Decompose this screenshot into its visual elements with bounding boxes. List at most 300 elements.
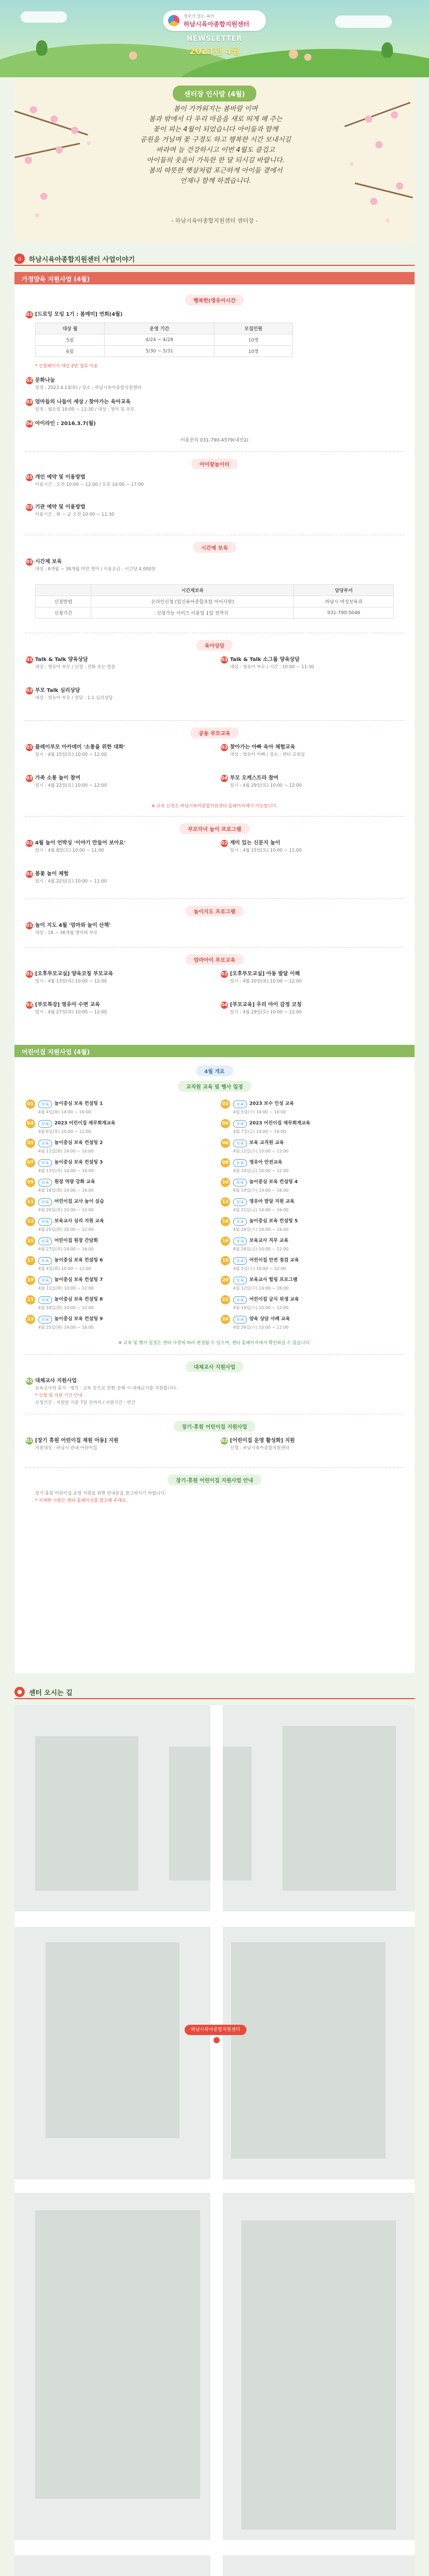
category-tag: 보육 <box>233 1120 247 1128</box>
playground-item <box>26 922 284 937</box>
category-tag: 보육 <box>233 1198 247 1206</box>
item-title: [드로잉 모임 1기 : 봄매미] 연회(4월) <box>35 312 123 317</box>
item-number: 03 <box>26 1119 35 1128</box>
item-number: 01 <box>26 1438 33 1444</box>
item-desc: 일시 : 4월 13일(목) 10:00 ~ 12:00 <box>35 979 107 984</box>
item-desc: 4월 18일(화) 10:00 ~ 12:00 <box>38 1306 94 1310</box>
category-tag: 보육 <box>38 1159 52 1167</box>
item-title: 놀이중심 보육 컨설팅 8 <box>54 1297 103 1302</box>
pill-label: 엄마아이 부모교육 <box>186 954 244 965</box>
item-desc: 4월 26일(수) 10:00 ~ 12:00 <box>233 1325 289 1330</box>
pill-label: 장기·휴원 어린이집 지원사업 안내 <box>168 1475 261 1485</box>
pill-longterm <box>14 1421 415 1432</box>
greeting-line: 꽃이 피는 4월이 되었습니다 아이들과 함께 <box>153 126 278 133</box>
item-desc: 4월 19일(수) 10:00 ~ 12:00 <box>233 1306 289 1310</box>
daycare-schedule-item <box>26 1178 211 1194</box>
table-header: 담당부서 <box>294 585 394 596</box>
item-number: 01 <box>26 657 33 663</box>
daycare-schedule-item <box>221 1217 406 1233</box>
item-title: [장기 휴원 어린이집 재원 아동] 지원 <box>35 1438 119 1444</box>
greeting-line: 언제나 함께 하겠습니다. <box>180 177 251 185</box>
item-title: Talk & Talk 양육상담 <box>35 657 88 663</box>
greeting-signature: - 하남시육아종합지원센터 센터장 - <box>171 217 258 224</box>
item-number: 15 <box>26 1236 35 1246</box>
category-tag: 보육 <box>38 1140 52 1147</box>
family-schedule-table <box>35 323 293 357</box>
pill-daycare-schedule <box>14 1081 415 1092</box>
daycare-schedule-item <box>221 1178 406 1194</box>
pill-experience <box>14 954 415 965</box>
item-title: 놀이 지도 4월 '엄마와 놀이 산책' <box>35 923 111 928</box>
pill-playground <box>14 906 415 917</box>
location-map[interactable] <box>14 1705 415 2576</box>
pill-label: 공동 부모교육 <box>190 727 238 738</box>
item-number: 03 <box>26 1003 33 1008</box>
blossom-decoration <box>375 141 383 148</box>
table-cell: 10명 <box>214 346 292 357</box>
item-number: 04 <box>221 776 228 781</box>
greeting-line: 봄과 밖에서 다 우리 마음을 새로 띄게 해 주는 <box>148 115 283 123</box>
experience-item <box>26 971 211 985</box>
category-tag: 보육 <box>38 1238 52 1245</box>
category-tag: 보육 <box>38 1316 52 1324</box>
family-note: * 신청페이지 대상 2번 접속 이용 <box>35 364 98 369</box>
item-desc: 4월 5일(수) 14:00 ~ 16:00 <box>233 1110 286 1114</box>
item-number: 02 <box>221 841 228 846</box>
substitute-item: 01 대체교사 지원사업 보육교사의 휴가 · 병가 · 교육 등으로 인한 공백 시 대체교사를 지원합니다. * 신청 및 지원 기간 안내 신청기간 : 지원일 기준 7일 전까지 / 지원기간 : 연간 <box>26 1378 177 1405</box>
item-number: 18 <box>221 1256 230 1265</box>
blossom-decoration <box>25 157 32 164</box>
item-number: 12 <box>221 1197 230 1207</box>
daycare-schedule-item <box>221 1119 406 1135</box>
item-title: 2023 어린이집 재무회계교육 <box>249 1121 310 1126</box>
timecare-item-1: 01 시간제 보육 대상 : 6개월 ~ 36개월 미만 영아 / 이용요금 : 시간당 4,000원 <box>26 559 156 572</box>
blossom-decoration <box>370 198 377 205</box>
category-tag: 보육 <box>38 1257 52 1265</box>
item-title: 시간제 보육 <box>35 559 62 565</box>
item-desc: 대상 : 영유아 아빠 / 장소 : 센터 교육실 <box>230 752 305 757</box>
item-number: 09 <box>26 1178 35 1187</box>
bud-decoration <box>87 141 91 145</box>
item-desc: 일시 : 4월 27일(목) 10:00 ~ 12:00 <box>35 1010 107 1015</box>
item-desc: 4월 25일(화) 14:00 ~ 16:00 <box>38 1325 94 1330</box>
item-number: 03 <box>26 872 33 877</box>
item-number: 20 <box>221 1276 230 1285</box>
item-number: 01 <box>26 923 33 928</box>
family-support-panel <box>14 272 415 1673</box>
section-heading-map <box>14 1685 415 1699</box>
item-desc: 4월 18일(화) 14:00 ~ 16:00 <box>38 1188 94 1193</box>
greeting-line: 공원을 거닐며 꽃 구경도 하고 행복한 시간 보내시길 <box>140 136 291 144</box>
table-row <box>36 607 394 619</box>
item-title: 보육교사 직무 교육 <box>249 1238 289 1244</box>
pill-community <box>14 727 415 738</box>
table-cell: 5월 <box>36 334 105 346</box>
daycare-schedule-item <box>26 1197 211 1213</box>
map-block <box>45 1942 179 2138</box>
item-number: 02 <box>221 1438 228 1444</box>
section-rule <box>14 1698 415 1699</box>
item-desc: * 자세한 사항은 센터 홈페이지를 참고해 주세요. <box>35 1498 128 1503</box>
divider <box>25 816 404 817</box>
center-location-marker[interactable]: 하남시육아종합지원센터 <box>185 2025 246 2035</box>
category-tag: 보육 <box>38 1198 52 1206</box>
item-number: 16 <box>221 1236 230 1246</box>
table-row <box>36 334 293 346</box>
community-item <box>221 744 406 758</box>
item-number: 02 <box>221 1099 230 1109</box>
item-desc: 일정 : 월요일 10:00 ~ 11:30 / 대상 : 영아 및 부모 <box>35 407 135 412</box>
map-block <box>231 1942 386 2159</box>
item-title: [부모교육] 우리 아이 감정 코칭 <box>230 1002 302 1008</box>
family-item-1: 01 [드로잉 모임 1기 : 봄매미] 연회(4월) <box>26 312 123 317</box>
daycare-banner-title: 어린이집 지원사업 (4월) <box>22 1048 90 1056</box>
item-desc: * 신청 및 지원 기간 안내 <box>35 1393 82 1398</box>
item-title: 가족 소통 놀이 참여 <box>35 775 80 781</box>
item-title: [오후부모교실] 양육코칭 부모교육 <box>35 971 113 977</box>
daycare-schedule-item <box>26 1158 211 1174</box>
pill-label: 부모자녀 놀이 프로그램 <box>179 823 250 834</box>
item-desc: 대상 : 영유아 부모 / 신청 : 전화 또는 방문 <box>35 665 116 670</box>
category-tag: 보육 <box>233 1140 247 1147</box>
greeting-line: 바라며 늘 건강하시고 이번 4월도 즐겁고 <box>156 146 275 154</box>
item-desc: 4월 13일(목) 14:00 ~ 16:00 <box>38 1168 94 1173</box>
item-desc: 일시 : 4월 15일(토) 10:00 ~ 11:00 <box>230 848 302 853</box>
item-desc: 4월 25일(화) 10:00 ~ 12:00 <box>38 1227 94 1232</box>
item-title: [부모특강] 영유아 수면 교육 <box>35 1002 100 1008</box>
category-tag: 보육 <box>38 1277 52 1284</box>
item-desc: 4월 5일(수) 10:00 ~ 12:00 <box>233 1266 286 1271</box>
table-cell: 4/24 ~ 4/28 <box>105 334 214 346</box>
item-title: 놀이중심 보육 컨설팅 4 <box>249 1179 298 1185</box>
pill-label: 대체교사 지원사업 <box>186 1361 244 1372</box>
item-desc: 일시 : 4월 22일(토) 10:00 ~ 11:00 <box>35 879 107 884</box>
table-cell: 신청기간 <box>36 607 91 619</box>
greeting-line: 봄의 따뜻한 햇살처럼 포근하게 아이들 곁에서 <box>148 167 283 175</box>
divider <box>25 720 404 721</box>
daycare-schedule-item <box>26 1119 211 1135</box>
item-number: 04 <box>221 1119 230 1128</box>
family-phone: 이용문의 031-790-4579(내선2) <box>180 438 249 443</box>
item-desc: 4월 20일(목) 10:00 ~ 12:00 <box>38 1208 94 1212</box>
divider <box>25 1467 404 1468</box>
family-banner <box>14 272 415 284</box>
category-tag: 보육 <box>38 1218 52 1226</box>
blossom-decoration <box>71 127 78 134</box>
pill-timecare <box>14 542 415 553</box>
experience-item <box>26 1002 211 1016</box>
pill-happy-time <box>14 295 415 306</box>
item-desc: 대상 : 영유아 부모 / 상담 : 1:1 심리상담 <box>35 696 113 701</box>
item-number: 01 <box>26 841 33 846</box>
item-desc: 4월 7일(금) 14:00 ~ 16:00 <box>233 1129 286 1134</box>
experience-item <box>221 971 406 985</box>
item-title: 놀이중심 보육 컨설팅 2 <box>54 1140 103 1146</box>
daycare-schedule-item <box>26 1295 211 1311</box>
item-title: 문화나눔 <box>35 378 55 383</box>
category-tag: 보육 <box>38 1179 52 1187</box>
table-cell: 신청방법 <box>36 596 91 607</box>
item-desc: 일시 : 4월 22일(토) 10:00 ~ 12:00 <box>35 783 107 788</box>
section-title: 센터 오시는 길 <box>29 1689 73 1697</box>
house-icon: ⌂ <box>14 253 25 264</box>
pill-label: 행복한(영유아시간 <box>185 295 244 306</box>
table-row <box>36 596 394 607</box>
item-number: 03 <box>26 688 33 693</box>
pill-label: 육아상담 <box>196 640 233 651</box>
item-desc: 이용시간 : 화 ~ 금 오전 10:00 ~ 11:30 <box>35 512 114 517</box>
item-title: 보육 교직원 교육 <box>249 1140 284 1146</box>
greeting-line: 봄이 가까워지는 봄바람 이며 <box>173 105 258 113</box>
item-desc: 4월 4일(화) 10:00 ~ 12:00 <box>38 1266 91 1271</box>
map-block <box>241 2221 396 2530</box>
center-sub: 정보가 있는 육아 <box>184 14 214 19</box>
item-number: 02 <box>221 972 228 977</box>
community-note: ※ 교육 신청은 하남시육아종합지원센터 홈페이지에서 가능합니다. <box>151 804 278 809</box>
branch-decoration <box>14 143 80 158</box>
daycare-schedule-item <box>221 1295 406 1311</box>
item-desc: 4월 19일(수) 14:00 ~ 16:00 <box>233 1188 289 1193</box>
cloud-decoration <box>335 15 392 28</box>
table-header: 운영 기간 <box>105 323 214 334</box>
daycare-schedule-item <box>221 1256 406 1272</box>
blossom-decoration <box>396 182 403 190</box>
pill-program <box>14 823 415 834</box>
blossom-decoration <box>51 115 58 123</box>
category-tag: 보육 <box>38 1120 52 1128</box>
item-title: 보육교사 힐링 프로그램 <box>249 1277 298 1283</box>
item-desc: 4월 11일(화) 14:00 ~ 16:00 <box>38 1149 94 1154</box>
category-tag: 보육 <box>233 1296 247 1304</box>
item-number: 02 <box>221 657 228 663</box>
item-title: 부모 오케스트라 참여 <box>230 775 278 781</box>
category-tag: 보육 <box>233 1277 247 1284</box>
pill-label: 아이랑놀이터 <box>191 459 238 469</box>
category-tag: 보육 <box>233 1238 247 1245</box>
daycare-schedule-item <box>26 1099 211 1115</box>
item-title: 어린이집 교사 놀이 실습 <box>54 1199 104 1205</box>
item-title: Talk & Talk 소그룹 양육상담 <box>230 657 300 663</box>
item-desc: 신청기간 : 지원일 기준 7일 전까지 / 지원기간 : 연간 <box>35 1400 136 1405</box>
pill-label: 4월 개요 <box>196 1065 233 1076</box>
item-number: 05 <box>26 1139 35 1148</box>
map-block <box>35 1736 138 1891</box>
parenting-item <box>26 656 211 671</box>
item-desc: 일시 : 4월 29일(토) 10:00 ~ 12:00 <box>230 783 302 788</box>
item-number: 01 <box>26 972 33 977</box>
table-cell: 하남시 여성보육과 <box>294 596 394 607</box>
longterm-info <box>35 1490 396 1504</box>
item-title: 부모 Talk 심리상담 <box>35 688 80 693</box>
daycare-schedule-item <box>26 1315 211 1331</box>
item-title: 영유아 안전교육 <box>249 1160 283 1165</box>
daycare-schedule-item <box>26 1217 211 1233</box>
item-title: 2023 어린이집 재무회계교육 <box>54 1121 116 1126</box>
category-tag: 보육 <box>233 1257 247 1265</box>
family-banner-title: 가정양육 지원사업 (4월) <box>22 276 90 283</box>
item-title: 기관 예약 및 이용방법 <box>35 504 86 510</box>
item-number: 04 <box>221 1003 228 1008</box>
item-title: 보육교사 심리 지원 교육 <box>54 1218 104 1224</box>
pill-library <box>14 459 415 469</box>
library-item-2: 02 기관 예약 및 이용방법 이용시간 : 화 ~ 금 오전 10:00 ~ 11:30 <box>26 504 114 517</box>
item-desc: 4월 26일(수) 14:00 ~ 16:00 <box>233 1227 289 1232</box>
category-tag: 보육 <box>233 1218 247 1226</box>
item-desc: 이용시간 : 오전 10:00 ~ 12:00 / 오후 14:00 ~ 17:00 <box>35 482 144 487</box>
item-desc: 일시 : 4월 29일(토) 10:00 ~ 12:00 <box>230 1010 302 1015</box>
item-desc: 일시 : 4월 20일(목) 10:00 ~ 12:00 <box>230 979 302 984</box>
item-desc: 대상 : 6개월 ~ 36개월 미만 영아 / 이용요금 : 시간당 4,000원 <box>35 567 156 572</box>
table-header: 대상 월 <box>36 323 105 334</box>
daycare-schedule-item <box>26 1236 211 1252</box>
map-pin-icon <box>212 2036 221 2044</box>
program-item <box>26 840 211 854</box>
table-cell: 5/30 ~ 5/31 <box>105 346 214 357</box>
branch-decoration <box>355 182 413 198</box>
item-title: 놀이중심 보육 컨설팅 7 <box>54 1277 103 1283</box>
daycare-schedule-item <box>26 1276 211 1292</box>
family-item-3: 03 엄마들의 나들이 세상 / 찾아가는 육아교육 일정 : 월요일 10:00 ~ 11:30 / 대상 : 영아 및 부모 <box>26 399 135 412</box>
item-number: 06 <box>221 1139 230 1148</box>
item-number: 23 <box>26 1315 35 1324</box>
item-title: 찾아가는 아빠 육아 체험교육 <box>230 744 295 750</box>
item-desc: 신청 : 하남시육아종합지원센터 <box>230 1446 290 1451</box>
table-cell: 6월 <box>36 346 105 357</box>
category-tag: 보육 <box>38 1296 52 1304</box>
parenting-item <box>221 656 406 671</box>
daycare-schedule-item <box>221 1099 406 1115</box>
center-logo-icon <box>168 15 179 26</box>
item-title: 플레이부모 아카데미 '소통을 위한 대화' <box>35 744 125 750</box>
item-desc: 지원대상 : 하남시 관내 어린이집 <box>35 1446 97 1451</box>
item-desc: 4월 28일(금) 10:00 ~ 12:00 <box>233 1247 289 1251</box>
map-road <box>210 1705 223 2576</box>
item-desc: 일시 : 4월 15일(토) 10:00 ~ 12:00 <box>35 752 107 757</box>
item-title: [오후부모교실] 아동 발달 이해 <box>230 971 300 977</box>
table-header: 모집인원 <box>214 323 292 334</box>
item-desc: 4월 11일(화) 10:00 ~ 12:00 <box>38 1286 94 1291</box>
item-title: 엄마들의 나들이 세상 / 찾아가는 육아교육 <box>35 399 131 405</box>
item-title: 원장 역량 강화 교육 <box>54 1179 95 1185</box>
item-desc: 4월 27일(목) 14:00 ~ 16:00 <box>38 1247 94 1251</box>
item-number: 14 <box>221 1217 230 1226</box>
greeting-line: 아이들의 웃음이 가득한 한 달 되시길 바랍니다. <box>146 157 285 164</box>
bud-decoration <box>350 162 354 166</box>
item-title: 놀이중심 보육 컨설팅 9 <box>54 1316 103 1322</box>
item-title: 놀이중심 보육 컨설팅 5 <box>249 1218 298 1224</box>
item-desc: 4월 12일(수) 14:00 ~ 16:00 <box>233 1286 289 1291</box>
table-cell: 10명 <box>214 334 292 346</box>
item-desc: 4월 6일(목) 10:00 ~ 12:00 <box>38 1129 91 1134</box>
pill-daycare-overview <box>14 1065 415 1076</box>
category-tag: 보육 <box>233 1159 247 1167</box>
daycare-schedule-item <box>26 1139 211 1155</box>
item-number: 21 <box>26 1295 35 1304</box>
item-number: 02 <box>221 745 228 750</box>
category-tag: 보육 <box>233 1316 247 1324</box>
longterm-item <box>26 1437 211 1452</box>
item-title: 개인 예약 및 이용방법 <box>35 474 86 480</box>
table-cell: 031-790-5046 <box>294 607 394 619</box>
item-desc: 대상 : 영유아 부모 / 시간 : 10:00 ~ 11:30 <box>230 665 314 670</box>
program-item <box>26 871 211 885</box>
item-title: 어린이집 원장 간담회 <box>54 1238 98 1244</box>
pill-parenting <box>14 640 415 651</box>
hero-banner <box>0 0 429 77</box>
branch-decoration <box>344 102 410 127</box>
blossom-decoration <box>56 146 63 154</box>
item-desc: 4월 21일(금) 14:00 ~ 16:00 <box>233 1208 289 1212</box>
item-number: 01 <box>26 1099 35 1109</box>
section-rule <box>14 265 415 266</box>
daycare-schedule-item <box>221 1276 406 1292</box>
item-number: 08 <box>221 1158 230 1167</box>
item-title: 놀이중심 보육 컨설팅 3 <box>54 1160 103 1165</box>
item-desc: 보육교사의 휴가 · 병가 · 교육 등으로 인한 공백 시 대체교사를 지원합니다. <box>35 1386 177 1391</box>
item-title: 놀이중심 보육 컨설팅 6 <box>54 1258 103 1263</box>
map-block <box>35 2210 200 2499</box>
item-number: 10 <box>221 1178 230 1187</box>
item-title: 재미 있는 신문지 놀이 <box>230 840 280 846</box>
daycare-schedule-item <box>221 1158 406 1174</box>
timecare-table <box>35 584 394 619</box>
daycare-schedule-item <box>26 1256 211 1272</box>
item-number: 01 <box>26 745 33 750</box>
item-title: 봄꽃 놀이 체험 <box>35 871 69 877</box>
cloud-decoration <box>21 11 67 23</box>
category-tag: 보육 <box>233 1100 247 1108</box>
item-desc: 4월 14일(금) 10:00 ~ 12:00 <box>233 1168 289 1173</box>
item-title: 대체교사 지원사업 <box>35 1378 77 1384</box>
item-number: 13 <box>26 1217 35 1226</box>
section-title: 하남시육아종합지원센터 사업이야기 <box>29 256 135 264</box>
item-number: 17 <box>26 1256 35 1265</box>
family-item-4: 04 아이라인 : 2016.3.7(월) <box>26 421 96 427</box>
program-item <box>221 840 406 854</box>
daycare-schedule-item <box>221 1236 406 1252</box>
daycare-schedule-item <box>221 1139 406 1155</box>
family-item-2: 02 문화나눔 일정 : 2023.4.13(목) / 장소 : 하남시육아종합지원센터 <box>26 378 142 391</box>
item-title: 영유아 발달 지원 교육 <box>249 1199 295 1205</box>
pill-label: 시간제 보육 <box>193 542 236 553</box>
item-desc: 4월 4일(화) 14:00 ~ 16:00 <box>38 1110 91 1114</box>
item-desc: 4월 12일(수) 10:00 ~ 12:00 <box>233 1149 289 1154</box>
blossom-decoration <box>30 106 37 113</box>
community-item <box>221 775 406 789</box>
parenting-item <box>26 687 211 702</box>
newsletter-label: NEWSLETTER <box>187 35 242 43</box>
item-number: 22 <box>221 1295 230 1304</box>
section-heading-main <box>14 251 415 266</box>
item-desc: 대상 : 18 ~ 36개월 영아와 부모 <box>35 930 98 936</box>
pill-label: 교직원 교육 및 행사 일정 <box>178 1081 252 1092</box>
item-number: 03 <box>26 776 33 781</box>
item-title: 어린이집 급식 위생 교육 <box>249 1297 299 1302</box>
center-name: 하남시육아종합지원센터 <box>184 21 250 28</box>
greeting-title: 센터장 인사말 (4월) <box>173 86 256 101</box>
item-title: 아이라인 : 2016.3.7(월) <box>35 421 96 427</box>
community-item <box>26 775 211 789</box>
pill-substitute <box>14 1361 415 1372</box>
center-logo <box>163 10 266 31</box>
experience-item <box>221 1002 406 1016</box>
item-number: 11 <box>26 1197 35 1207</box>
blossom-decoration <box>40 193 47 200</box>
item-desc: 장기·휴원 어린이집 운영 지원을 위한 안내문을 참고하시기 바랍니다. <box>35 1491 167 1496</box>
blossom-decoration <box>365 115 372 123</box>
item-title: [어린이집 운영 활성화] 지원 <box>230 1438 295 1444</box>
map-block <box>283 1726 396 1891</box>
